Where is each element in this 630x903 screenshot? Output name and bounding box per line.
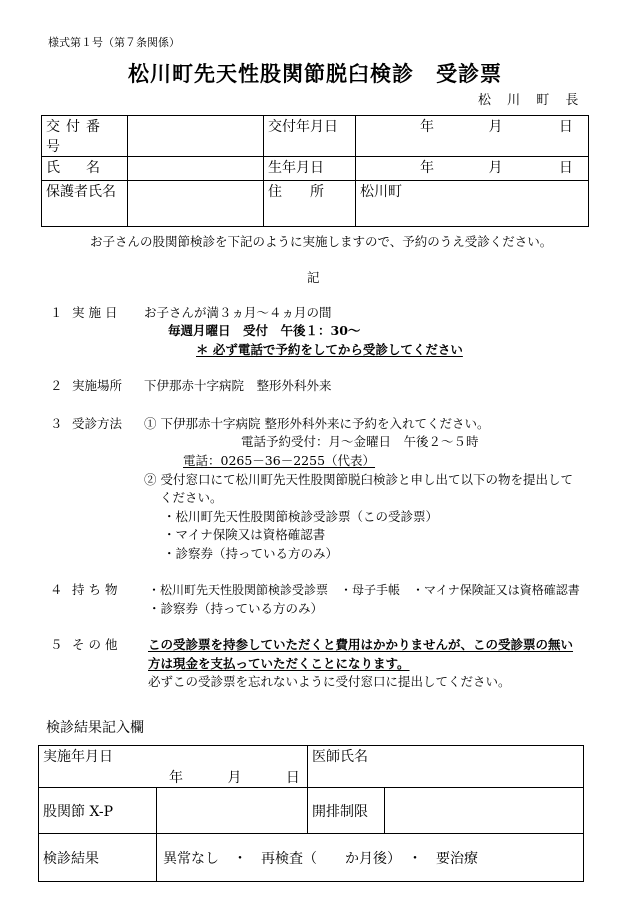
section-1-line1: お子さんが満３ヵ月～４ヵ月の間 bbox=[144, 305, 332, 320]
section-3-line5: ください。 bbox=[160, 490, 223, 505]
month-label: 月 bbox=[488, 160, 503, 176]
section-4-line1: ・松川町先天性股関節検診受診票 ・母子手帳 ・マイナ保険証又は資格確認書 bbox=[148, 583, 580, 597]
guardian-field[interactable] bbox=[128, 181, 264, 227]
section-1-line2: 毎週月曜日 受付 午後１：30～ bbox=[168, 323, 361, 338]
exam-date-label: 実施年月日 bbox=[43, 749, 113, 765]
section-2-number: ２ bbox=[50, 378, 63, 393]
ki-heading: 記 bbox=[307, 270, 320, 285]
day-label: 日 bbox=[558, 119, 573, 135]
page-title: 松川町先天性股関節脱臼検診 受診票 bbox=[128, 61, 502, 86]
year-label: 年 bbox=[420, 119, 434, 135]
doctor-name-label: 医師氏名 bbox=[312, 749, 368, 765]
section-1-label: 実 施 日 bbox=[72, 305, 118, 320]
section-3-item2: ・マイナ保険又は資格確認書 bbox=[163, 527, 326, 542]
exam-date-ymd bbox=[169, 767, 300, 787]
results-heading: 検診結果記入欄 bbox=[46, 720, 144, 736]
day-label: 日 bbox=[285, 770, 300, 786]
results-table bbox=[38, 745, 584, 882]
restriction-field[interactable] bbox=[385, 788, 584, 834]
section-3-line2: 電話予約受付：月～金曜日 午後２～５時 bbox=[241, 434, 479, 449]
issue-number-label: 交付番号 bbox=[42, 116, 128, 157]
section-5-label: そ の 他 bbox=[72, 637, 118, 652]
year-label: 年 bbox=[169, 770, 183, 786]
xp-field[interactable] bbox=[157, 788, 308, 834]
issue-number-field[interactable] bbox=[128, 116, 264, 157]
day-label: 日 bbox=[558, 160, 573, 176]
section-3-label: 受診方法 bbox=[72, 416, 123, 431]
guardian-label: 保護者氏名 bbox=[42, 181, 128, 227]
month-label: 月 bbox=[227, 770, 242, 786]
issue-date-label: 交付年月日 bbox=[264, 116, 356, 157]
doctor-name-cell[interactable] bbox=[308, 746, 584, 788]
result-label: 検診結果 bbox=[39, 834, 157, 882]
year-label: 年 bbox=[420, 160, 434, 176]
section-5-line3: 必ずこの受診票を忘れないように受付窓口に提出してください。 bbox=[148, 674, 511, 689]
issuer: 松 川 町 長 bbox=[478, 93, 585, 108]
exam-date-cell[interactable] bbox=[39, 746, 308, 788]
address-value: 松川町 bbox=[360, 184, 402, 200]
section-4-number: ４ bbox=[50, 582, 63, 597]
section-3-line1: ① 下伊那赤十字病院 整形外科外来に予約を入れてください。 bbox=[144, 416, 490, 431]
address-label: 住 所 bbox=[264, 181, 356, 227]
info-table bbox=[41, 115, 589, 227]
issue-date-field[interactable] bbox=[356, 116, 589, 157]
section-1-number: １ bbox=[50, 305, 63, 320]
section-1-line3: ＊ 必ず電話で予約をしてから受診してください bbox=[196, 342, 463, 357]
address-field[interactable] bbox=[356, 181, 589, 227]
section-4-label: 持 ち 物 bbox=[72, 582, 118, 597]
restriction-label: 開排制限 bbox=[308, 788, 385, 834]
result-options[interactable]: 異常なし ・ 再検査（ か月後） ・ 要治療 bbox=[157, 834, 584, 882]
xp-label: 股関節 X-P bbox=[39, 788, 157, 834]
name-field[interactable] bbox=[128, 157, 264, 181]
section-3-line3: 電話：0265－36－2255（代表） bbox=[183, 453, 376, 468]
birthdate-field[interactable] bbox=[356, 157, 589, 181]
section-2-label: 実施場所 bbox=[72, 378, 123, 393]
section-5-number: ５ bbox=[50, 637, 63, 652]
section-2-line1: 下伊那赤十字病院 整形外科外来 bbox=[144, 378, 332, 393]
section-5-line1: この受診票を持参していただくと費用はかかりませんが、この受診票の無い bbox=[148, 637, 574, 652]
form-number: 様式第１号（第７条関係） bbox=[48, 36, 180, 49]
section-5-line2: 方は現金を支払っていただくことになります。 bbox=[148, 656, 410, 671]
section-3-line4: ② 受付窓口にて松川町先天性股関節脱臼検診と申し出て以下の物を提出して bbox=[144, 472, 573, 487]
section-4-line2: ・診察券（持っている方のみ） bbox=[148, 601, 324, 616]
section-3-item1: ・松川町先天性股関節検診受診票（この受診票） bbox=[163, 509, 439, 524]
intro-text: お子さんの股関節検診を下記のように実施しますので、予約のうえ受診ください。 bbox=[90, 234, 553, 249]
month-label: 月 bbox=[488, 119, 503, 135]
birthdate-label: 生年月日 bbox=[264, 157, 356, 181]
section-3-item3: ・診察券（持っている方のみ） bbox=[163, 546, 339, 561]
section-3-number: ３ bbox=[50, 416, 63, 431]
name-label: 氏 名 bbox=[42, 157, 128, 181]
